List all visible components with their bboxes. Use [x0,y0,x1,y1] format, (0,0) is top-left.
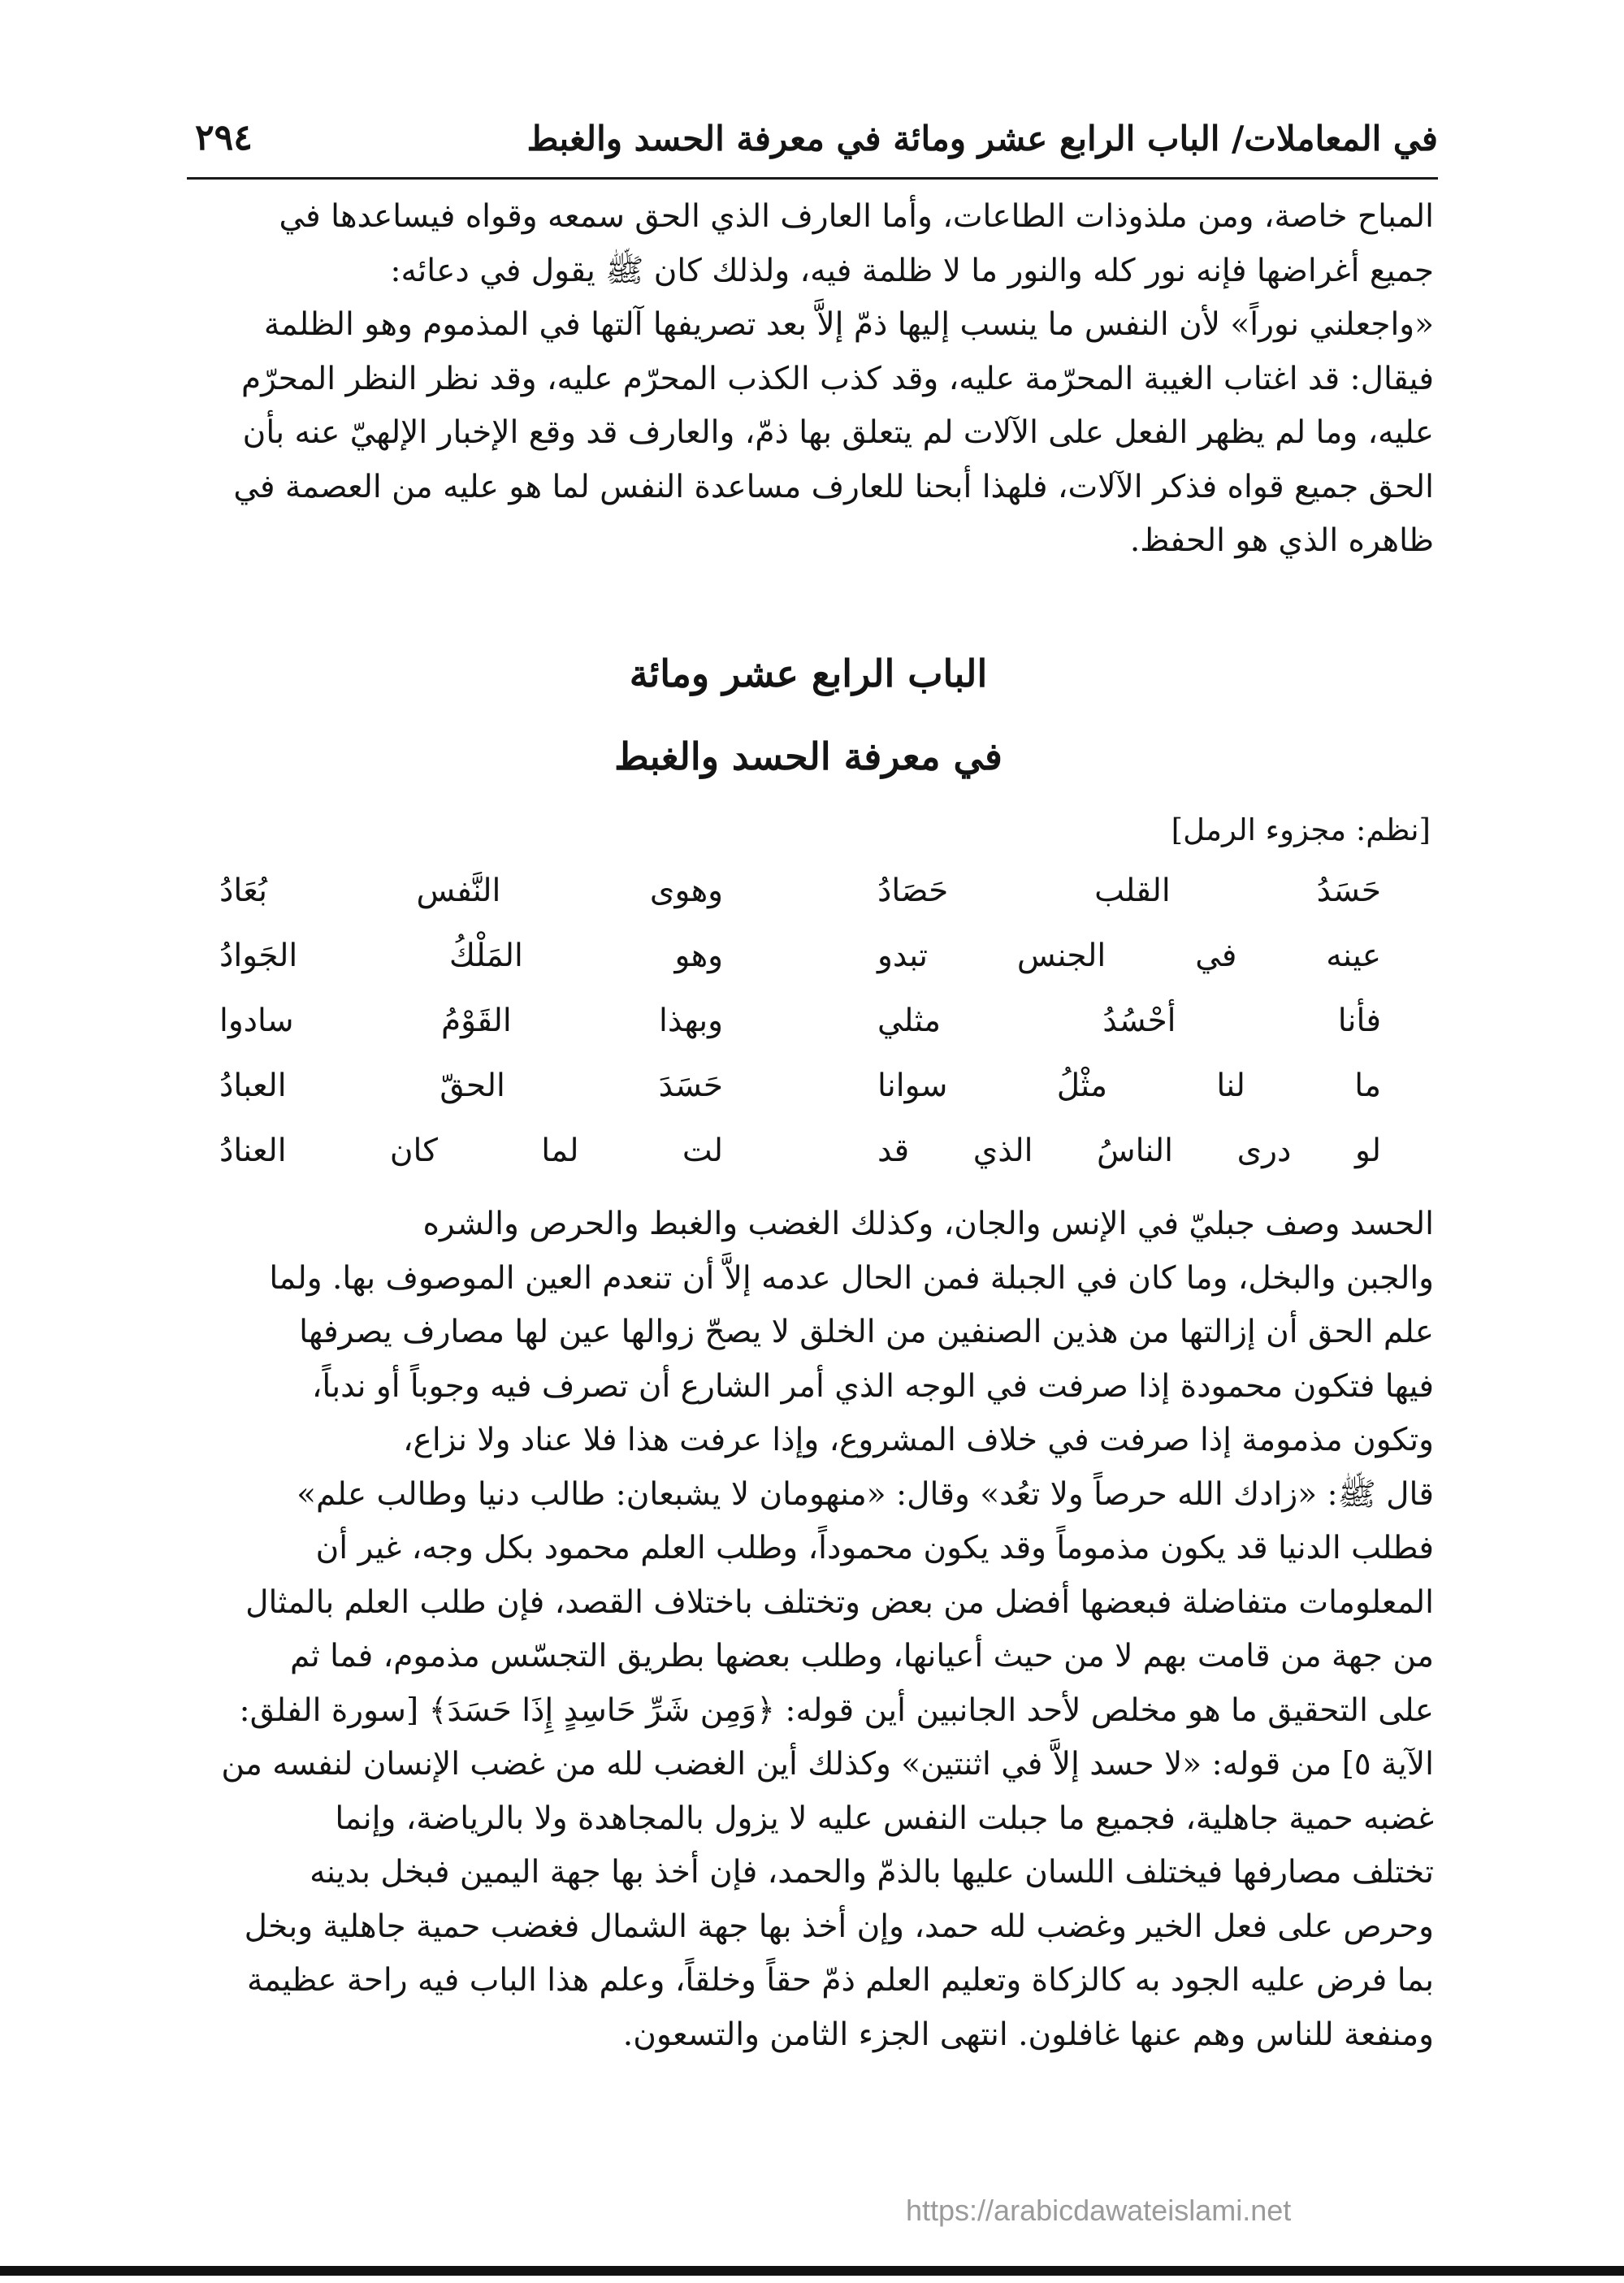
poem-meter-note: [نظم: مجزوء الرمل] [1171,812,1431,847]
text-line: علم الحق أن إزالتها من هذين الصنفين من الخلق لا يصحّ زوالها عين لها مصارف يصرفها [299,1314,1434,1350]
text-line: الآية ٥] من قوله: «لا حسد إلاَّ في اثنتين» وكذلك أين الغضب لله من غضب الإنسان لنفسه من [221,1746,1434,1783]
verse-first-hemistich: فأنا أحْسُدُ مثلي [877,1003,1381,1039]
text-line: وحرص على فعل الخير وغضب لله حمد، وإن أخذ بها جهة الشمال فغضب حمية جاهلية وبخل [244,1908,1434,1945]
page-header [187,104,1438,180]
text-line: الحق جميع قواه فذكر الآلات، فلهذا أبحنا للعارف مساعدة النفس لما هو عليه من العصمة في [233,468,1434,505]
text-line: المعلومات متفاضلة فبعضها أفضل من بعض وتختلف باختلاف القصد، فإن طلب العلم بالمثال [245,1583,1434,1621]
poem-verse [187,938,1430,986]
text-line: ظاهره الذي هو الحفظ. [1129,522,1434,559]
text-line: جميع أغراضها فإنه نور كله والنور ما لا ظلمة فيه، ولذلك كان ﷺ يقول في دعائه: [390,252,1434,289]
text-line: قال ﷺ: «زادك الله حرصاً ولا تعُد» وقال: «منهومان لا يشبعان: طالب دنيا وطالب علم» [297,1475,1434,1513]
opening-paragraph [183,190,1434,569]
verse-second-hemistich: وهو المَلْكُ الجَوادُ [219,938,723,974]
verse-second-hemistich: وهوى النَّفس بُعَادُ [219,873,723,909]
watermark-url: https://arabicdawateislami.net [906,2194,1292,2227]
text-line: على التحقيق ما هو مخلص لأحد الجانبين أين قوله: ﴿وَمِن شَرِّ حَاسِدٍ إِذَا حَسَدَ﴾ [سورة الفلق: [239,1692,1434,1729]
verse-first-hemistich: عينه في الجنس تبدو [877,938,1381,974]
text-line: بما فرض عليه الجود به كالزكاة وتعليم العلم ذمّ حقاً وخلقاً، وعلم هذا الباب فيه راحة عظيمة [247,1962,1434,1999]
verse-second-hemistich: حَسَدَ الحقّ العبادُ [219,1068,723,1104]
body-paragraph [183,1198,1434,2062]
text-line: غضبه حمية جاهلية، فجميع ما جبلت النفس عليه لا يزول بالمجاهدة ولا بالرياضة، وإنما [335,1800,1434,1837]
page-bottom-border [0,2266,1624,2276]
running-title: في المعاملات/ الباب الرابع عشر ومائة في معرفة الحسد والغبط [526,119,1438,158]
text-line: المباح خاصة، ومن ملذوذات الطاعات، وأما العارف الذي الحق سمعه وقواه فيساعدها في [279,198,1434,235]
verse-first-hemistich: لو درى الناسُ الذي قد [877,1133,1381,1169]
text-line: «واجعلني نوراً» لأن النفس ما ينسب إليها ذمّ إلاَّ بعد تصريفها آلتها في المذموم وهو الظلمة [263,306,1434,343]
text-line: وتكون مذمومة إذا صرفت في خلاف المشروع، وإذا عرفت هذا فلا عناد ولا نزاع، [402,1422,1434,1458]
text-line: ومنفعة للناس وهم عنها غافلون. انتهى الجزء الثامن والتسعون. [622,2016,1434,2053]
poem-verse [187,1133,1430,1181]
text-line: من جهة من قامت بهم لا من حيث أعيانها، وطلب بعضها بطريق التجسّس مذموم، فما ثم [289,1638,1434,1674]
verse-first-hemistich: ما لنا مثْلُ سوانا [877,1068,1381,1104]
chapter-title: الباب الرابع عشر ومائة [629,652,988,695]
text-line: فيقال: قد اغتاب الغيبة المحرّمة عليه، وقد كذب الكذب المحرّم عليه، وقد نظر النظر المحرّم [240,360,1434,397]
verse-second-hemistich: وبهذا القَوْمُ سادوا [219,1003,723,1039]
text-line: فيها فتكون محمودة إذا صرفت في الوجه الذي أمر الشارع أن تصرف فيه وجوباً أو ندباً، [311,1367,1434,1405]
poem-verse [187,873,1430,921]
verse-second-hemistich: لت لما كان العنادُ [219,1133,723,1169]
text-line: الحسد وصف جبليّ في الإنس والجان، وكذلك الغضب والغبط والحرص والشره [422,1206,1434,1242]
text-line: والجبن والبخل، وما كان في الجبلة فمن الحال عدمه إلاَّ أن تنعدم العين الموصوف بها. ولما [269,1259,1434,1297]
chapter-subtitle: في معرفة الحسد والغبط [614,734,1003,778]
poem-verse [187,1003,1430,1051]
text-line: فطلب الدنيا قد يكون مذموماً وقد يكون محموداً، وطلب العلم محمود بكل وجه، غير أن [315,1530,1434,1566]
poem-verse [187,1068,1430,1116]
verse-first-hemistich: حَسَدُ القلب حَصَادُ [877,873,1381,909]
text-line: تختلف مصارفها فيختلف اللسان عليها بالذمّ والحمد، فإن أخذ بها جهة اليمين فبخل بدينه [310,1854,1434,1891]
text-line: عليه، وما لم يظهر الفعل على الآلات لم يتعلق بها ذمّ، والعارف قد وقع الإخبار الإلهيّ عنه بأن [242,414,1434,451]
page-number: ٢٩٤ [195,117,253,158]
